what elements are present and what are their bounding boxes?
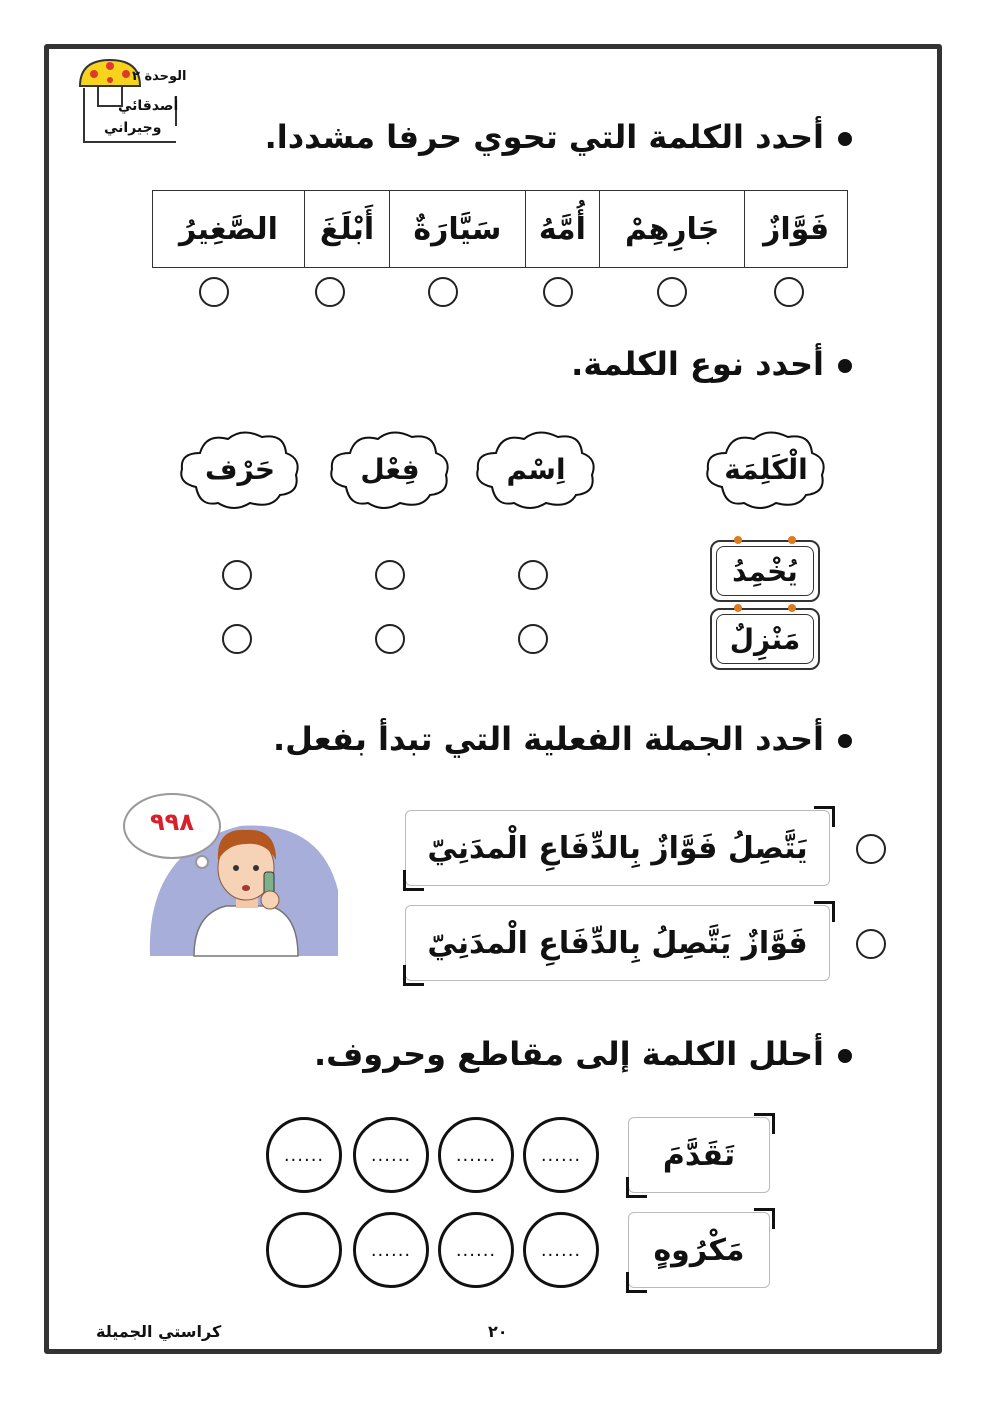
syllable-circle[interactable] — [266, 1117, 342, 1193]
blank-dots: ...... — [370, 1144, 412, 1166]
cloud-type-verb — [326, 425, 454, 513]
q1-radio-3[interactable] — [543, 277, 573, 307]
q1-word: أُمَّهُ — [525, 191, 600, 268]
syllable-circle[interactable] — [523, 1212, 599, 1288]
pin-icon — [734, 604, 742, 612]
q4-word-box — [628, 1117, 770, 1193]
cloud-header-label: الْكَلِمَة — [724, 452, 808, 486]
bullet-icon — [838, 1049, 852, 1063]
cloud-type-label: اِسْم — [506, 452, 566, 486]
bullet-icon — [838, 734, 852, 748]
syllable-circle[interactable] — [438, 1212, 514, 1288]
q2-row2-noun-radio[interactable] — [518, 624, 548, 654]
blank-dots: ...... — [540, 1144, 582, 1166]
syllable-circle[interactable] — [353, 1212, 429, 1288]
q2-word: مَنْزِلٌ — [729, 622, 801, 656]
q4-word: تَقَدَّمَ — [662, 1137, 736, 1173]
q1-word-table — [152, 190, 848, 268]
q2-row2-particle-radio[interactable] — [222, 624, 252, 654]
cloud-type-noun — [472, 425, 600, 513]
pin-icon — [788, 604, 796, 612]
q1-radio-4[interactable] — [428, 277, 458, 307]
boy-calling-illustration — [120, 790, 342, 958]
q1-radio-5[interactable] — [315, 277, 345, 307]
blank-dots: ...... — [455, 1239, 497, 1261]
q1-word: فَوَّازٌ — [745, 191, 848, 268]
corner-bracket — [403, 870, 424, 891]
unit-badge — [72, 56, 187, 151]
syllable-circle-empty[interactable] — [266, 1212, 342, 1288]
question-1-title: أحدد الكلمة التي تحوي حرفا مشددا. — [265, 118, 852, 156]
q1-word: أَبْلَغَ — [304, 191, 389, 268]
corner-bracket — [814, 806, 835, 827]
blank-dots: ...... — [455, 1144, 497, 1166]
question-2-title: أحدد نوع الكلمة. — [571, 345, 852, 383]
q1-radio-6[interactable] — [199, 277, 229, 307]
q3-radio-1[interactable] — [856, 834, 886, 864]
q2-word-tag — [710, 608, 820, 670]
q3-sentence-2 — [405, 905, 830, 981]
syllable-circle[interactable] — [438, 1117, 514, 1193]
q2-word: يُخْمِدُ — [732, 554, 798, 588]
syllable-circle[interactable] — [353, 1117, 429, 1193]
cloud-header — [702, 425, 830, 513]
blank-dots: ...... — [370, 1239, 412, 1261]
pin-icon — [788, 536, 796, 544]
unit-topic-line2: وجيراني — [104, 120, 162, 136]
pin-icon — [734, 536, 742, 544]
q1-word: جَارِهِمْ — [600, 191, 745, 268]
corner-bracket — [814, 901, 835, 922]
corner-bracket — [626, 1177, 647, 1198]
q3-radio-2[interactable] — [856, 929, 886, 959]
q3-sentence-1 — [405, 810, 830, 886]
unit-label: الوحدة ٢ — [132, 69, 187, 84]
syllable-circle[interactable] — [523, 1117, 599, 1193]
bubble-number: ٩٩٨ — [150, 808, 194, 836]
blank-dots: ...... — [540, 1239, 582, 1261]
q2-row1-particle-radio[interactable] — [222, 560, 252, 590]
bullet-icon — [838, 132, 852, 146]
q2-row1-verb-radio[interactable] — [375, 560, 405, 590]
q1-word: الصَّغِيرُ — [153, 191, 305, 268]
q4-word-box — [628, 1212, 770, 1288]
footer-page-number: ٢٠ — [488, 1322, 508, 1341]
corner-bracket — [754, 1208, 775, 1229]
q2-row2-verb-radio[interactable] — [375, 624, 405, 654]
cloud-type-particle — [176, 425, 304, 513]
q2-row1-noun-radio[interactable] — [518, 560, 548, 590]
question-3-title: أحدد الجملة الفعلية التي تبدأ بفعل. — [273, 720, 852, 758]
unit-topic-line1: أصدقائي — [118, 98, 179, 114]
question-4-title: أحلل الكلمة إلى مقاطع وحروف. — [314, 1035, 852, 1073]
cloud-type-label: فِعْل — [360, 452, 420, 486]
corner-bracket — [626, 1272, 647, 1293]
q1-radio-1[interactable] — [774, 277, 804, 307]
q4-word: مَكْرُوهٍ — [653, 1232, 745, 1268]
q2-word-tag — [710, 540, 820, 602]
q3-sentence-text: فَوَّازٌ يَتَّصِلُ بِالدِّفَاعِ الْمدَنِيّ — [427, 925, 808, 961]
blank-dots: ...... — [283, 1144, 325, 1166]
q3-sentence-text: يَتَّصِلُ فَوَّازٌ بِالدِّفَاعِ الْمدَنِيّ — [427, 830, 808, 866]
corner-bracket — [754, 1113, 775, 1134]
bullet-icon — [838, 359, 852, 373]
cloud-type-label: حَرْف — [204, 452, 276, 486]
q1-word: سَيَّارَةٌ — [390, 191, 525, 268]
corner-bracket — [403, 965, 424, 986]
footer-book-name: كراستي الجميلة — [96, 1322, 222, 1341]
q1-radio-2[interactable] — [657, 277, 687, 307]
